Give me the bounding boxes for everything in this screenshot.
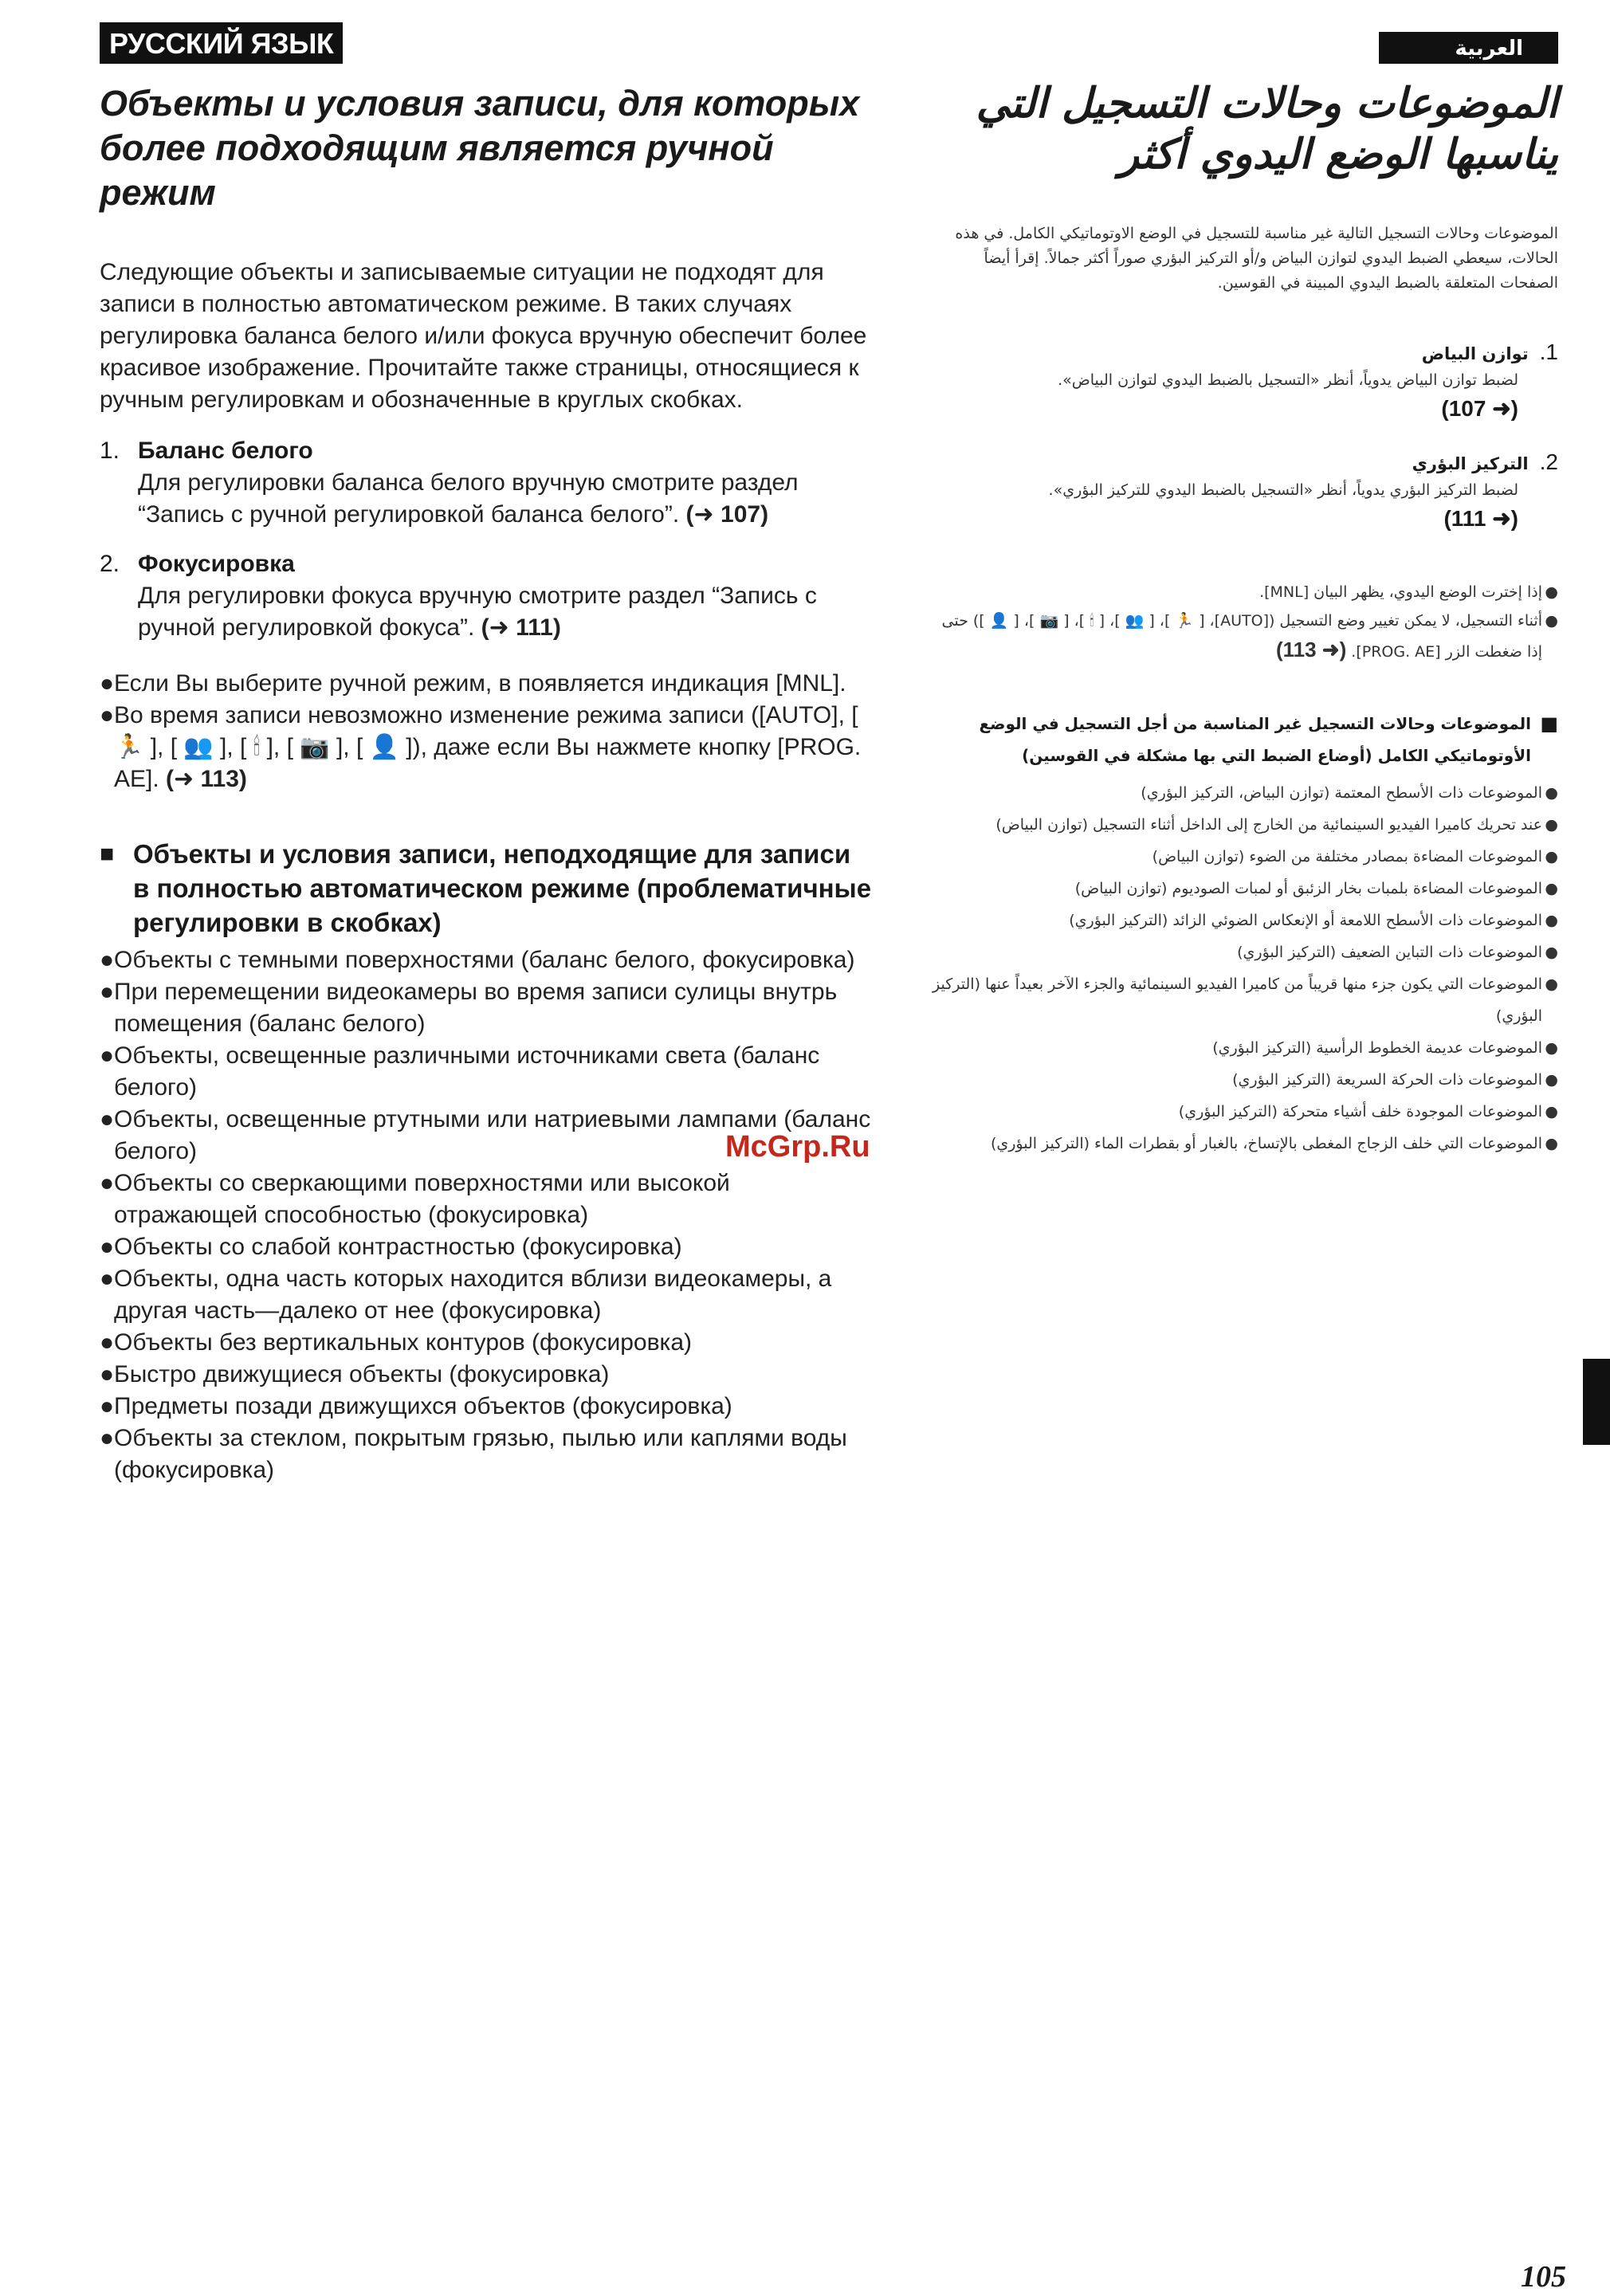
bullet-icon: ● bbox=[100, 702, 115, 728]
note-item bbox=[100, 668, 873, 700]
list-item: ● Объекты, одна часть которых находится вблизи видеокамеры, а другая часть—далеко от нее (фокусировка) bbox=[100, 1263, 873, 1327]
list-item: ● Быстро движущиеся объекты (фокусировка) bbox=[100, 1359, 873, 1391]
item-text: Для регулировки баланса белого вручную смотрите раздел “Запись с ручной регулировкой баланса белого”. bbox=[138, 469, 799, 528]
language-tab-arabic: العربية bbox=[1379, 32, 1558, 64]
bullet-icon: ● bbox=[100, 979, 115, 1005]
list-item: ● الموضوعات ذات التباين الضعيف (التركيز البؤري) bbox=[933, 936, 1558, 968]
notes-russian bbox=[100, 668, 873, 795]
bullet-icon: ● bbox=[100, 1234, 115, 1260]
item-text: لضبط توازن البياض يدوياً، أنظر «التسجيل بالضبط اليدوي لتوازن البياض». bbox=[1058, 371, 1518, 389]
bullet-icon: ● bbox=[100, 1361, 115, 1387]
bullet-icon: ● bbox=[100, 670, 115, 697]
item-title: توازن البياض bbox=[1421, 344, 1529, 363]
list-item: ● Предметы позади движущихся объектов (фокусировка) bbox=[100, 1391, 873, 1423]
bullet-icon: ● bbox=[100, 1393, 115, 1419]
list-item: ● الموضوعات عديمة الخطوط الرأسية (التركيز البؤري) bbox=[933, 1032, 1558, 1064]
subsection-title: Объекты и условия записи, неподходящие для записи в полностью автоматическом режиме (проблематичные регулировки в скобках) bbox=[133, 839, 872, 937]
page-number: 105 bbox=[1521, 2260, 1566, 2294]
bullet-icon: ● bbox=[1545, 1103, 1558, 1121]
list-item: ● الموضوعات التي خلف الزجاج المغطى بالإتساخ، بالغبار أو بقطرات الماء (التركيز البؤري) bbox=[933, 1128, 1558, 1160]
list-item: ● При перемещении видеокамеры во время записи сулицы внутрь помещения (баланс белого) bbox=[100, 976, 873, 1040]
bullet-icon: ● bbox=[100, 1266, 115, 1292]
subsection-heading-russian bbox=[100, 837, 873, 940]
problem-list-russian bbox=[100, 944, 873, 1486]
note-item bbox=[100, 700, 873, 795]
numbered-list-arabic bbox=[933, 339, 1558, 559]
note-item bbox=[933, 606, 1558, 666]
subsection-heading-arabic bbox=[933, 708, 1558, 771]
list-item: ● الموضوعات ذات الأسطح اللامعة أو الإنعكاس الضوئي الزائد (التركيز البؤري) bbox=[933, 905, 1558, 936]
intro-paragraph-arabic: الموضوعات وحالات التسجيل التالية غير مناسبة للتسجيل في الوضع الاوتوماتيكي الكامل. في هذه الحالات، سيعطي الضبط اليدوي لتوازن البياض و/أو التركيز البؤري صوراً أكثر جمالاً. إقرأ أيضاً الصفحات المتعلقة بالضبط اليدوي المبينة في القوسين. bbox=[955, 225, 1558, 292]
bullet-icon: ● bbox=[1545, 816, 1558, 834]
list-item: ● Объекты, освещенные ртутными или натриевыми лампами (баланс белого) bbox=[100, 1104, 873, 1168]
bullet-icon: ● bbox=[100, 1042, 115, 1069]
note-item bbox=[933, 578, 1558, 606]
list-item: ● الموضوعات المضاءة بلمبات بخار الزئبق أو لمبات الصوديوم (توازن البياض) bbox=[933, 873, 1558, 905]
bullet-icon: ● bbox=[1545, 612, 1558, 630]
item-title: التركيز البؤري bbox=[1412, 454, 1529, 473]
note-text: أثناء التسجيل، لا يمكن تغيير وضع التسجيل ([AUTO]، [ 🏃 ]، [ 👥 ]، [ 🕯 ]، [ 📷 ]، [ 👤 ]) حتى إذا ضغطت الزر [PROG. AE]. bbox=[941, 612, 1542, 661]
bullet-icon: ● bbox=[100, 1170, 115, 1196]
list-item: ● الموضوعات المضاءة بمصادر مختلفة من الضوء (توازن البياض) bbox=[933, 841, 1558, 873]
russian-column bbox=[100, 22, 873, 1486]
list-item: ● Объекты со сверкающими поверхностями или высокой отражающей способностью (фокусировка) bbox=[100, 1168, 873, 1231]
bullet-icon: ● bbox=[1545, 583, 1558, 601]
bullet-icon: ● bbox=[1545, 880, 1558, 897]
problem-list-arabic bbox=[933, 777, 1558, 1160]
numbered-item bbox=[100, 435, 873, 531]
item-text: Для регулировки фокуса вручную смотрите раздел “Запись с ручной регулировкой фокуса”. bbox=[138, 583, 817, 641]
page-reference: (➜ 111) bbox=[1443, 506, 1518, 531]
notes-arabic bbox=[933, 578, 1558, 666]
list-item: ● الموضوعات ذات الأسطح المعتمة (توازن البياض، التركيز البؤري) bbox=[933, 777, 1558, 809]
note-text: Во время записи невозможно изменение режима записи ([AUTO], [ 🏃 ], [ 👥 ], [ 🕯 ], [ 📷 ], [ 👤 ]), даже если Вы нажмете кнопку [PROG. AE]. bbox=[114, 702, 862, 792]
subsection-title: الموضوعات وحالات التسجيل غير المناسبة من أجل التسجيل في الوضع الأوتوماتيكي الكامل (أوضاع الضبط التي بها مشكلة في القوسين) bbox=[979, 714, 1531, 765]
bullet-icon: ● bbox=[100, 947, 115, 973]
list-item: ● الموضوعات الموجودة خلف أشياء متحركة (التركيز البؤري) bbox=[933, 1096, 1558, 1128]
list-item: ● Объекты с темными поверхностями (баланс белого, фокусировка) bbox=[100, 944, 873, 976]
bullet-icon: ● bbox=[100, 1425, 115, 1451]
bullet-icon: ● bbox=[1545, 1039, 1558, 1057]
side-thumb-tab bbox=[1583, 1359, 1610, 1445]
bullet-icon: ● bbox=[1545, 944, 1558, 961]
section-title-russian: Объекты и условия записи, для которых более подходящим является ручной режим bbox=[100, 83, 860, 213]
list-item: ● عند تحريك كاميرا الفيديو السينمائية من الخارج إلى الداخل أثناء التسجيل (توازن البياض) bbox=[933, 809, 1558, 841]
page-reference: (➜ 113) bbox=[166, 766, 247, 792]
page-reference: (➜ 107) bbox=[685, 501, 769, 528]
numbered-item bbox=[933, 449, 1558, 535]
item-number: 2. bbox=[1539, 449, 1558, 474]
section-title-arabic: الموضوعات وحالات التسجيل التي يناسبها الوضع اليدوي أكثر bbox=[976, 80, 1558, 179]
intro-paragraph-russian: Следующие объекты и записываемые ситуации не подходят для записи в полностью автоматическом режиме. В таких случаях регулировка баланса белого и/или фокуса вручную обеспечит более красивое изображение. Прочитайте также страницы, относящиеся к ручным регулировкам и обозначенные в круглых скобках. bbox=[100, 259, 867, 413]
note-text: إذا إخترت الوضع اليدوي، يظهر البيان [MNL]. bbox=[1259, 583, 1542, 601]
item-title: Фокусировка bbox=[138, 551, 295, 577]
list-item: ● Объекты без вертикальных контуров (фокусировка) bbox=[100, 1327, 873, 1359]
square-bullet-icon: ■ bbox=[100, 841, 115, 867]
watermark: McGrp.Ru bbox=[725, 1130, 870, 1164]
list-item: ● الموضوعات ذات الحركة السريعة (التركيز البؤري) bbox=[933, 1064, 1558, 1096]
numbered-item bbox=[100, 548, 873, 644]
list-item: ● الموضوعات التي يكون جزء منها قريباً من كاميرا الفيديو السينمائية والجزء الآخر بعيداً عنها (التركيز البؤري) bbox=[933, 968, 1558, 1032]
item-title: Баланс белого bbox=[138, 438, 313, 464]
language-tab-russian: РУССКИЙ ЯЗЫК bbox=[100, 22, 343, 64]
numbered-list-russian bbox=[100, 435, 873, 644]
bullet-icon: ● bbox=[1545, 784, 1558, 802]
square-bullet-icon: ■ bbox=[1540, 712, 1558, 735]
item-number: 2. bbox=[100, 551, 120, 577]
bullet-icon: ● bbox=[100, 1106, 115, 1132]
item-number: 1. bbox=[1539, 339, 1558, 364]
item-text: لضبط التركيز البؤري يدوياً، أنظر «التسجيل بالضبط اليدوي للتركيز البؤري». bbox=[1048, 481, 1518, 499]
bullet-icon: ● bbox=[100, 1329, 115, 1356]
bullet-icon: ● bbox=[1545, 848, 1558, 865]
note-text: Если Вы выберите ручной режим, в появляется индикация [MNL]. bbox=[114, 670, 846, 697]
bullet-icon: ● bbox=[1545, 975, 1558, 993]
list-item: ● Объекты, освещенные различными источниками света (баланс белого) bbox=[100, 1040, 873, 1104]
page-reference: (➜ 111) bbox=[481, 614, 561, 641]
bullet-icon: ● bbox=[1545, 1071, 1558, 1089]
item-number: 1. bbox=[100, 438, 120, 464]
page-reference: (➜ 113) bbox=[1275, 638, 1347, 661]
bullet-icon: ● bbox=[1545, 1135, 1558, 1152]
list-item: ● Объекты за стеклом, покрытым грязью, пылью или каплями воды (фокусировка) bbox=[100, 1423, 873, 1486]
bullet-icon: ● bbox=[1545, 912, 1558, 929]
page-reference: (➜ 107) bbox=[1441, 396, 1518, 421]
numbered-item bbox=[933, 339, 1558, 425]
list-item: ● Объекты со слабой контрастностью (фокусировка) bbox=[100, 1231, 873, 1263]
